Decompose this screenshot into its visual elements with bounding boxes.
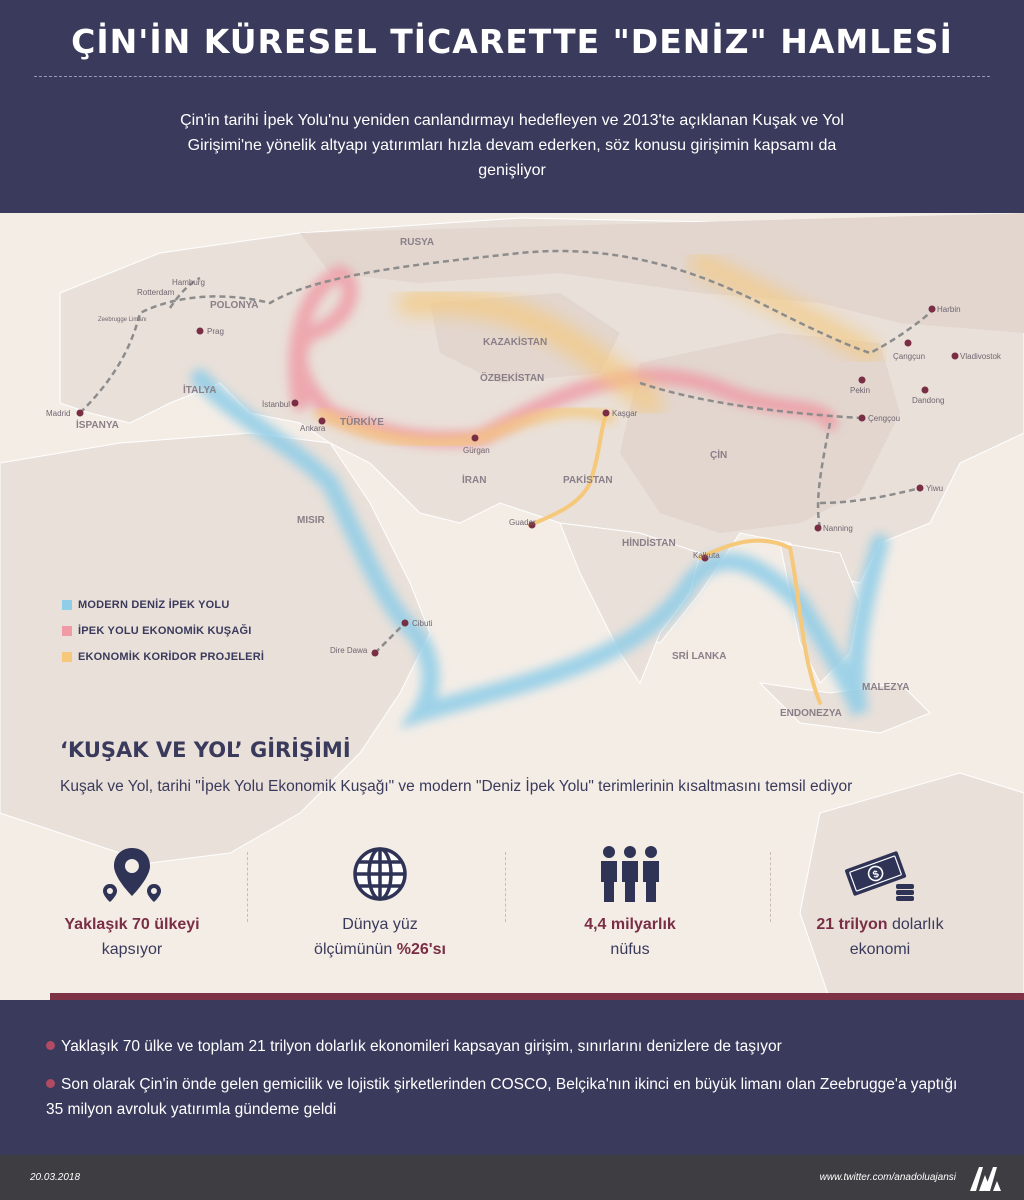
city-label-gurgan: Gürgan	[463, 446, 490, 455]
legend-item-belt	[62, 618, 264, 644]
country-label-italya: İTALYA	[183, 385, 217, 396]
stat-text	[530, 912, 730, 962]
country-label-misir: MISIR	[297, 515, 325, 526]
city-label-cibuti: Cibuti	[412, 619, 433, 628]
bullet-icon	[46, 1041, 55, 1050]
city-label-nanning: Nanning	[823, 524, 853, 533]
people-icon	[530, 842, 730, 904]
stat-text	[32, 912, 232, 962]
city-label-vladivostok: Vladivostok	[960, 352, 1001, 361]
country-label-ozbekistan: ÖZBEKİSTAN	[480, 373, 545, 384]
bottom-panel	[0, 1000, 1024, 1155]
intro-text: Çin'in tarihi İpek Yolu'nu yeniden canlandırmayı hedefleyen ve 2013'te açıklanan Kuşak ve Yol Girişimi'ne yönelik altyapı yatırımları hızla devam ederken, söz konusu girişimin kapsamı da genişliyor	[180, 112, 844, 179]
stat-caption: ekonomi	[849, 941, 911, 958]
city-dot-nanning	[815, 525, 822, 532]
country-label-rusya: RUSYA	[400, 237, 435, 248]
country-label-kazakistan: KAZAKİSTAN	[483, 337, 548, 348]
stat-caption: dolarlık	[892, 916, 944, 933]
city-dot-harbin	[929, 306, 936, 313]
page-title: ÇİN'İN KÜRESEL TİCARETTE "DENİZ" HAMLESİ	[71, 22, 953, 61]
footer-date: 20.03.2018	[30, 1172, 81, 1183]
city-label-kasgar: Kaşgar	[612, 409, 638, 418]
bullet-item	[46, 1034, 976, 1059]
bullet-item	[46, 1072, 976, 1122]
city-label-rotterdam: Rotterdam	[137, 288, 175, 297]
country-label-malezya: MALEZYA	[862, 682, 910, 693]
country-label-endonezya: ENDONEZYA	[780, 708, 842, 719]
stat-economy	[780, 842, 980, 962]
stat-caption: ölçümünün	[314, 941, 393, 958]
city-dot-diredawa	[372, 650, 379, 657]
bullet-text: Son olarak Çin'in önde gelen gemicilik ve lojistik şirketlerinden COSCO, Belçika'nın ikinci en büyük limanı olan Zeebrugge'a yaptığı 35 milyon avroluk yatırımla gündeme geldi	[46, 1076, 958, 1118]
city-label-kalkuta: Kalkuta	[693, 551, 720, 560]
city-label-ankara: Ankara	[300, 424, 326, 433]
city-label-istanbul: İstanbul	[262, 400, 291, 409]
stat-divider	[770, 852, 771, 922]
legend-swatch-corridor	[62, 652, 72, 662]
legend-swatch-sea	[62, 600, 72, 610]
country-label-ispanya: İSPANYA	[76, 420, 119, 431]
aa-logo-icon	[968, 1163, 1002, 1193]
city-dot-madrid	[77, 410, 84, 417]
header	[0, 0, 1024, 213]
city-label-pekin: Pekin	[850, 386, 871, 395]
stat-value: %26'sı	[396, 941, 446, 958]
country-label-hindistan: HİNDİSTAN	[622, 538, 676, 549]
city-label-cengcou: Çengçou	[868, 414, 901, 423]
city-dot-gurgan	[472, 435, 479, 442]
stat-text	[780, 912, 980, 962]
city-label-diredawa: Dire Dawa	[330, 646, 368, 655]
stat-value: 4,4 milyarlık	[584, 916, 676, 933]
city-label-guader: Guader	[509, 518, 536, 527]
globe-icon	[280, 842, 480, 904]
city-label-yiwu: Yiwu	[926, 484, 944, 493]
twitter-link[interactable]: www.twitter.com/anadoluajansi	[819, 1172, 956, 1183]
map-legend	[62, 592, 264, 670]
svg-text:$: $	[871, 868, 881, 882]
section-description: Kuşak ve Yol, tarihi "İpek Yolu Ekonomik Kuşağı" ve modern "Deniz İpek Yolu" terimlerinin kısaltmasını temsil ediyor	[60, 778, 853, 795]
city-label-cangcun: Çangçun	[893, 352, 926, 361]
country-label-iran: İRAN	[462, 475, 487, 486]
stat-caption: nüfus	[610, 941, 650, 958]
country-label-turkiye: TÜRKİYE	[340, 417, 384, 428]
legend-swatch-belt	[62, 626, 72, 636]
stat-divider	[505, 852, 506, 922]
stat-population	[530, 842, 730, 962]
bullet-icon	[46, 1079, 55, 1088]
legend-label: İPEK YOLU EKONOMİK KUŞAĞI	[78, 625, 252, 637]
legend-item-corridor	[62, 644, 264, 670]
stat-divider	[247, 852, 248, 922]
city-dot-pekin	[859, 377, 866, 384]
bullet-text: Yaklaşık 70 ülke ve toplam 21 trilyon dolarlık ekonomileri kapsayan girişim, sınırlarını denizlere de taşıyor	[61, 1038, 782, 1055]
stat-caption: kapsıyor	[101, 941, 163, 958]
city-dot-cangcun	[905, 340, 912, 347]
city-label-dandong: Dandong	[912, 396, 945, 405]
stat-value: Yaklaşık 70 ülkeyi	[64, 916, 200, 933]
city-label-madrid: Madrid	[46, 409, 71, 418]
city-dot-vladivostok	[952, 353, 959, 360]
header-divider	[34, 76, 990, 77]
city-dot-yiwu	[917, 485, 924, 492]
country-label-polonya: POLONYA	[210, 300, 259, 311]
legend-item-sea	[62, 592, 264, 618]
stat-caption: Dünya yüz	[342, 916, 418, 933]
city-label-hamburg: Hamburg	[172, 278, 205, 287]
legend-label: MODERN DENİZ İPEK YOLU	[78, 599, 230, 611]
country-label-cin: ÇİN	[710, 450, 728, 461]
footer	[0, 1155, 1024, 1200]
country-label-srilanka: SRİ LANKA	[672, 651, 727, 662]
city-dot-cibuti	[402, 620, 409, 627]
stat-countries	[32, 842, 232, 962]
city-dot-dandong	[922, 387, 929, 394]
city-dot-istanbul	[292, 400, 299, 407]
map-pin-icon	[32, 842, 232, 904]
city-dot-cengcou	[859, 415, 866, 422]
legend-label: EKONOMİK KORİDOR PROJELERİ	[78, 651, 265, 663]
city-dot-prag	[197, 328, 204, 335]
stat-text	[280, 912, 480, 962]
country-label-pakistan: PAKİSTAN	[563, 475, 613, 486]
money-icon	[780, 842, 980, 904]
city-dot-kasgar	[603, 410, 610, 417]
section-title: ‘KUŞAK VE YOL’ GİRİŞİMİ	[60, 738, 351, 762]
stat-surface	[280, 842, 480, 962]
stat-value: 21 trilyon	[816, 916, 888, 933]
city-label-harbin: Harbin	[937, 305, 961, 314]
city-label-prag: Prag	[207, 327, 224, 336]
city-label-zeebrugge: Zeebrugge Limanı	[98, 317, 147, 323]
